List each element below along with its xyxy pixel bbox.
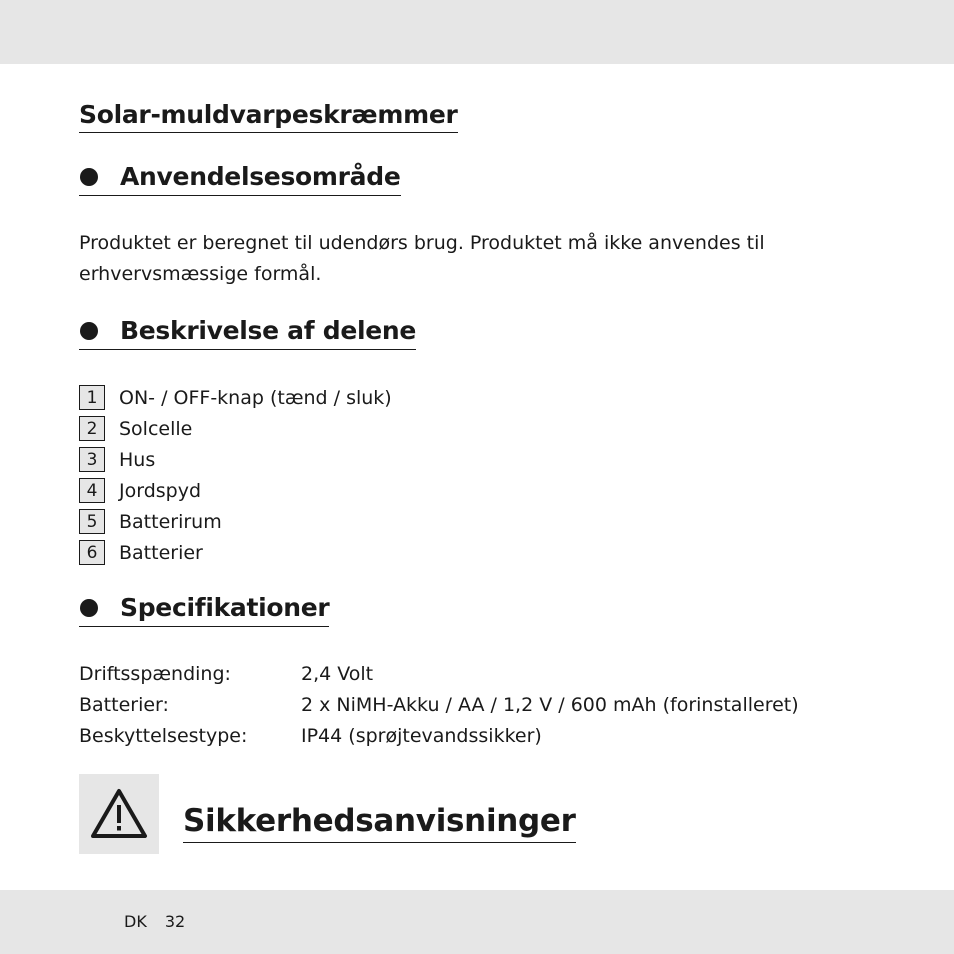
header-band <box>0 0 954 64</box>
spec-label: Batterier: <box>79 693 169 716</box>
part-number: 6 <box>79 540 105 565</box>
part-label: Batterier <box>119 541 203 564</box>
usage-text: Produktet er beregnet til udendørs brug. Produktet må ikke anvendes til erhvervsmæssige formål. <box>79 232 765 285</box>
warning-triangle-icon <box>79 774 159 854</box>
page-title: Solar-muldvarpeskræmmer <box>79 98 458 133</box>
spec-value: IP44 (sprøjtevandssikker) <box>301 724 542 747</box>
bullet-icon <box>80 168 98 186</box>
spec-value: 2,4 Volt <box>301 662 374 685</box>
list-item <box>79 475 392 506</box>
list-item <box>79 506 392 537</box>
list-item <box>79 537 392 568</box>
parts-list <box>79 382 392 568</box>
usage-heading <box>79 160 401 196</box>
list-item <box>79 382 392 413</box>
footer <box>124 912 185 931</box>
table-row <box>79 658 799 689</box>
part-number: 5 <box>79 509 105 534</box>
part-label: ON- / OFF-knap (tænd / sluk) <box>119 386 392 409</box>
parts-heading <box>79 314 416 350</box>
part-label: Solcelle <box>119 417 193 440</box>
table-row <box>79 720 799 751</box>
bullet-icon <box>80 322 98 340</box>
warning-triangle-icon <box>89 787 149 841</box>
safety-heading: Sikkerhedsanvisninger <box>183 800 576 843</box>
specs-table <box>79 658 799 751</box>
table-row <box>79 689 799 720</box>
specs-heading-text: Specifikationer <box>120 593 330 622</box>
usage-heading-text: Anvendelsesområde <box>120 162 401 191</box>
footer-lang: DK <box>124 912 147 931</box>
part-label: Hus <box>119 448 156 471</box>
part-number: 2 <box>79 416 105 441</box>
footer-page-number: 32 <box>164 912 186 931</box>
spec-value: 2 x NiMH-Akku / AA / 1,2 V / 600 mAh (forinstalleret) <box>301 693 799 716</box>
bullet-icon <box>80 599 98 617</box>
spec-label: Beskyttelsestype: <box>79 724 248 747</box>
parts-heading-text: Beskrivelse af delene <box>120 316 417 345</box>
part-label: Jordspyd <box>119 479 202 502</box>
list-item <box>79 413 392 444</box>
spec-label: Driftsspænding: <box>79 662 231 685</box>
list-item <box>79 444 392 475</box>
part-number: 4 <box>79 478 105 503</box>
specs-heading <box>79 591 329 627</box>
part-number: 1 <box>79 385 105 410</box>
part-label: Batterirum <box>119 510 222 533</box>
part-number: 3 <box>79 447 105 472</box>
